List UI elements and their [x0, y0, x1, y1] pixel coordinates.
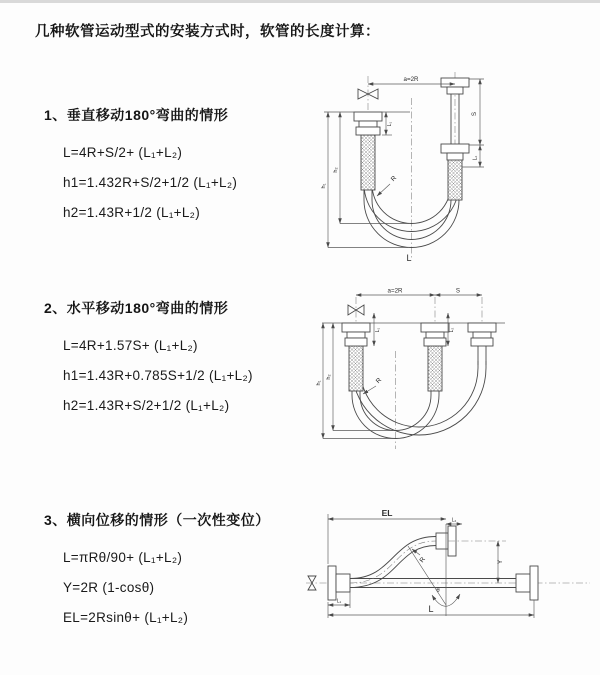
dim-label-s: S [455, 287, 461, 295]
diagram-horizontal-180-bend [310, 283, 595, 468]
dim-label-a: a=2R [403, 76, 419, 83]
centerlines [356, 297, 482, 449]
radius-label: R [374, 376, 384, 386]
dim-label-a: a=2R [387, 287, 403, 295]
radius-label: R [389, 174, 399, 184]
length-label: L [428, 604, 434, 614]
dim-label-h1: h₁ [316, 380, 322, 386]
page-top-border [0, 0, 600, 3]
right-fitting-moved [468, 323, 496, 365]
dim-label-h2: h₂ [333, 167, 339, 173]
section-3-heading: 3、横向位移的情形（一次性变位） [44, 512, 270, 528]
formula-Y: Y=2R (1-cosθ) [63, 580, 155, 595]
dim-label-l2: L₂ [472, 155, 479, 161]
dim-label-l2: L₂ [451, 517, 457, 524]
braided-hose-right [448, 160, 462, 200]
dim-label-h2: h₂ [326, 374, 332, 380]
diagram-vertical-180-bend [310, 68, 595, 263]
dim-label-s: S [471, 111, 478, 117]
formula-h2: h2=1.43R+1/2 (L₁+L₂) [63, 205, 201, 220]
section-lateral-displacement [44, 510, 270, 633]
radius-label: R [418, 556, 428, 565]
diagram-lateral-displacement [298, 498, 598, 643]
formula-L: L=πRθ/90+ (L₁+L₂) [63, 550, 183, 565]
left-fitting [342, 323, 370, 346]
dim-label-el: EL [381, 508, 393, 518]
dim-label-l1: L₁ [375, 327, 381, 333]
angle-theta-label: θ [436, 588, 440, 594]
formula-h1: h1=1.432R+S/2+1/2 (L₁+L₂) [63, 175, 238, 190]
formula-h1: h1=1.43R+0.785S+1/2 (L₁+L₂) [63, 368, 253, 383]
formula-L: L=4R+S/2+ (L₁+L₂) [63, 145, 183, 160]
right-flange [516, 566, 538, 600]
page-title: 几种软管运动型式的安装方式时，软管的长度计算： [35, 24, 380, 40]
section-1-heading: 1、垂直移动180°弯曲的情形 [44, 107, 229, 123]
formula-h2: h2=1.43R+S/2+1/2 (L₁+L₂) [63, 398, 230, 413]
section-vertical-movement [44, 105, 237, 228]
dimension-lines [328, 514, 534, 618]
formula-L: L=4R+1.57S+ (L₁+L₂) [63, 338, 198, 353]
braided-hose-middle [428, 346, 442, 391]
dim-label-y: Y [497, 559, 504, 565]
left-fitting [354, 112, 382, 135]
dim-label-h1: h₁ [321, 183, 327, 189]
formula-EL: EL=2Rsinθ+ (L₁+L₂) [63, 610, 189, 625]
dimension-lines [323, 295, 482, 439]
braided-hose-left [349, 346, 363, 391]
centerlines [368, 72, 455, 258]
dim-label-l1: L₁ [336, 598, 342, 605]
section-horizontal-movement [44, 298, 253, 421]
hose-curves-moved-position [352, 361, 486, 435]
length-label: L [406, 253, 412, 263]
middle-fitting [421, 323, 449, 346]
section-2-heading: 2、水平移动180°弯曲的情形 [44, 300, 229, 316]
braided-hose-left [361, 135, 375, 190]
dim-label-l2: L₂ [449, 327, 455, 333]
left-flange [328, 566, 350, 600]
dim-label-l1: L₁ [387, 121, 393, 127]
